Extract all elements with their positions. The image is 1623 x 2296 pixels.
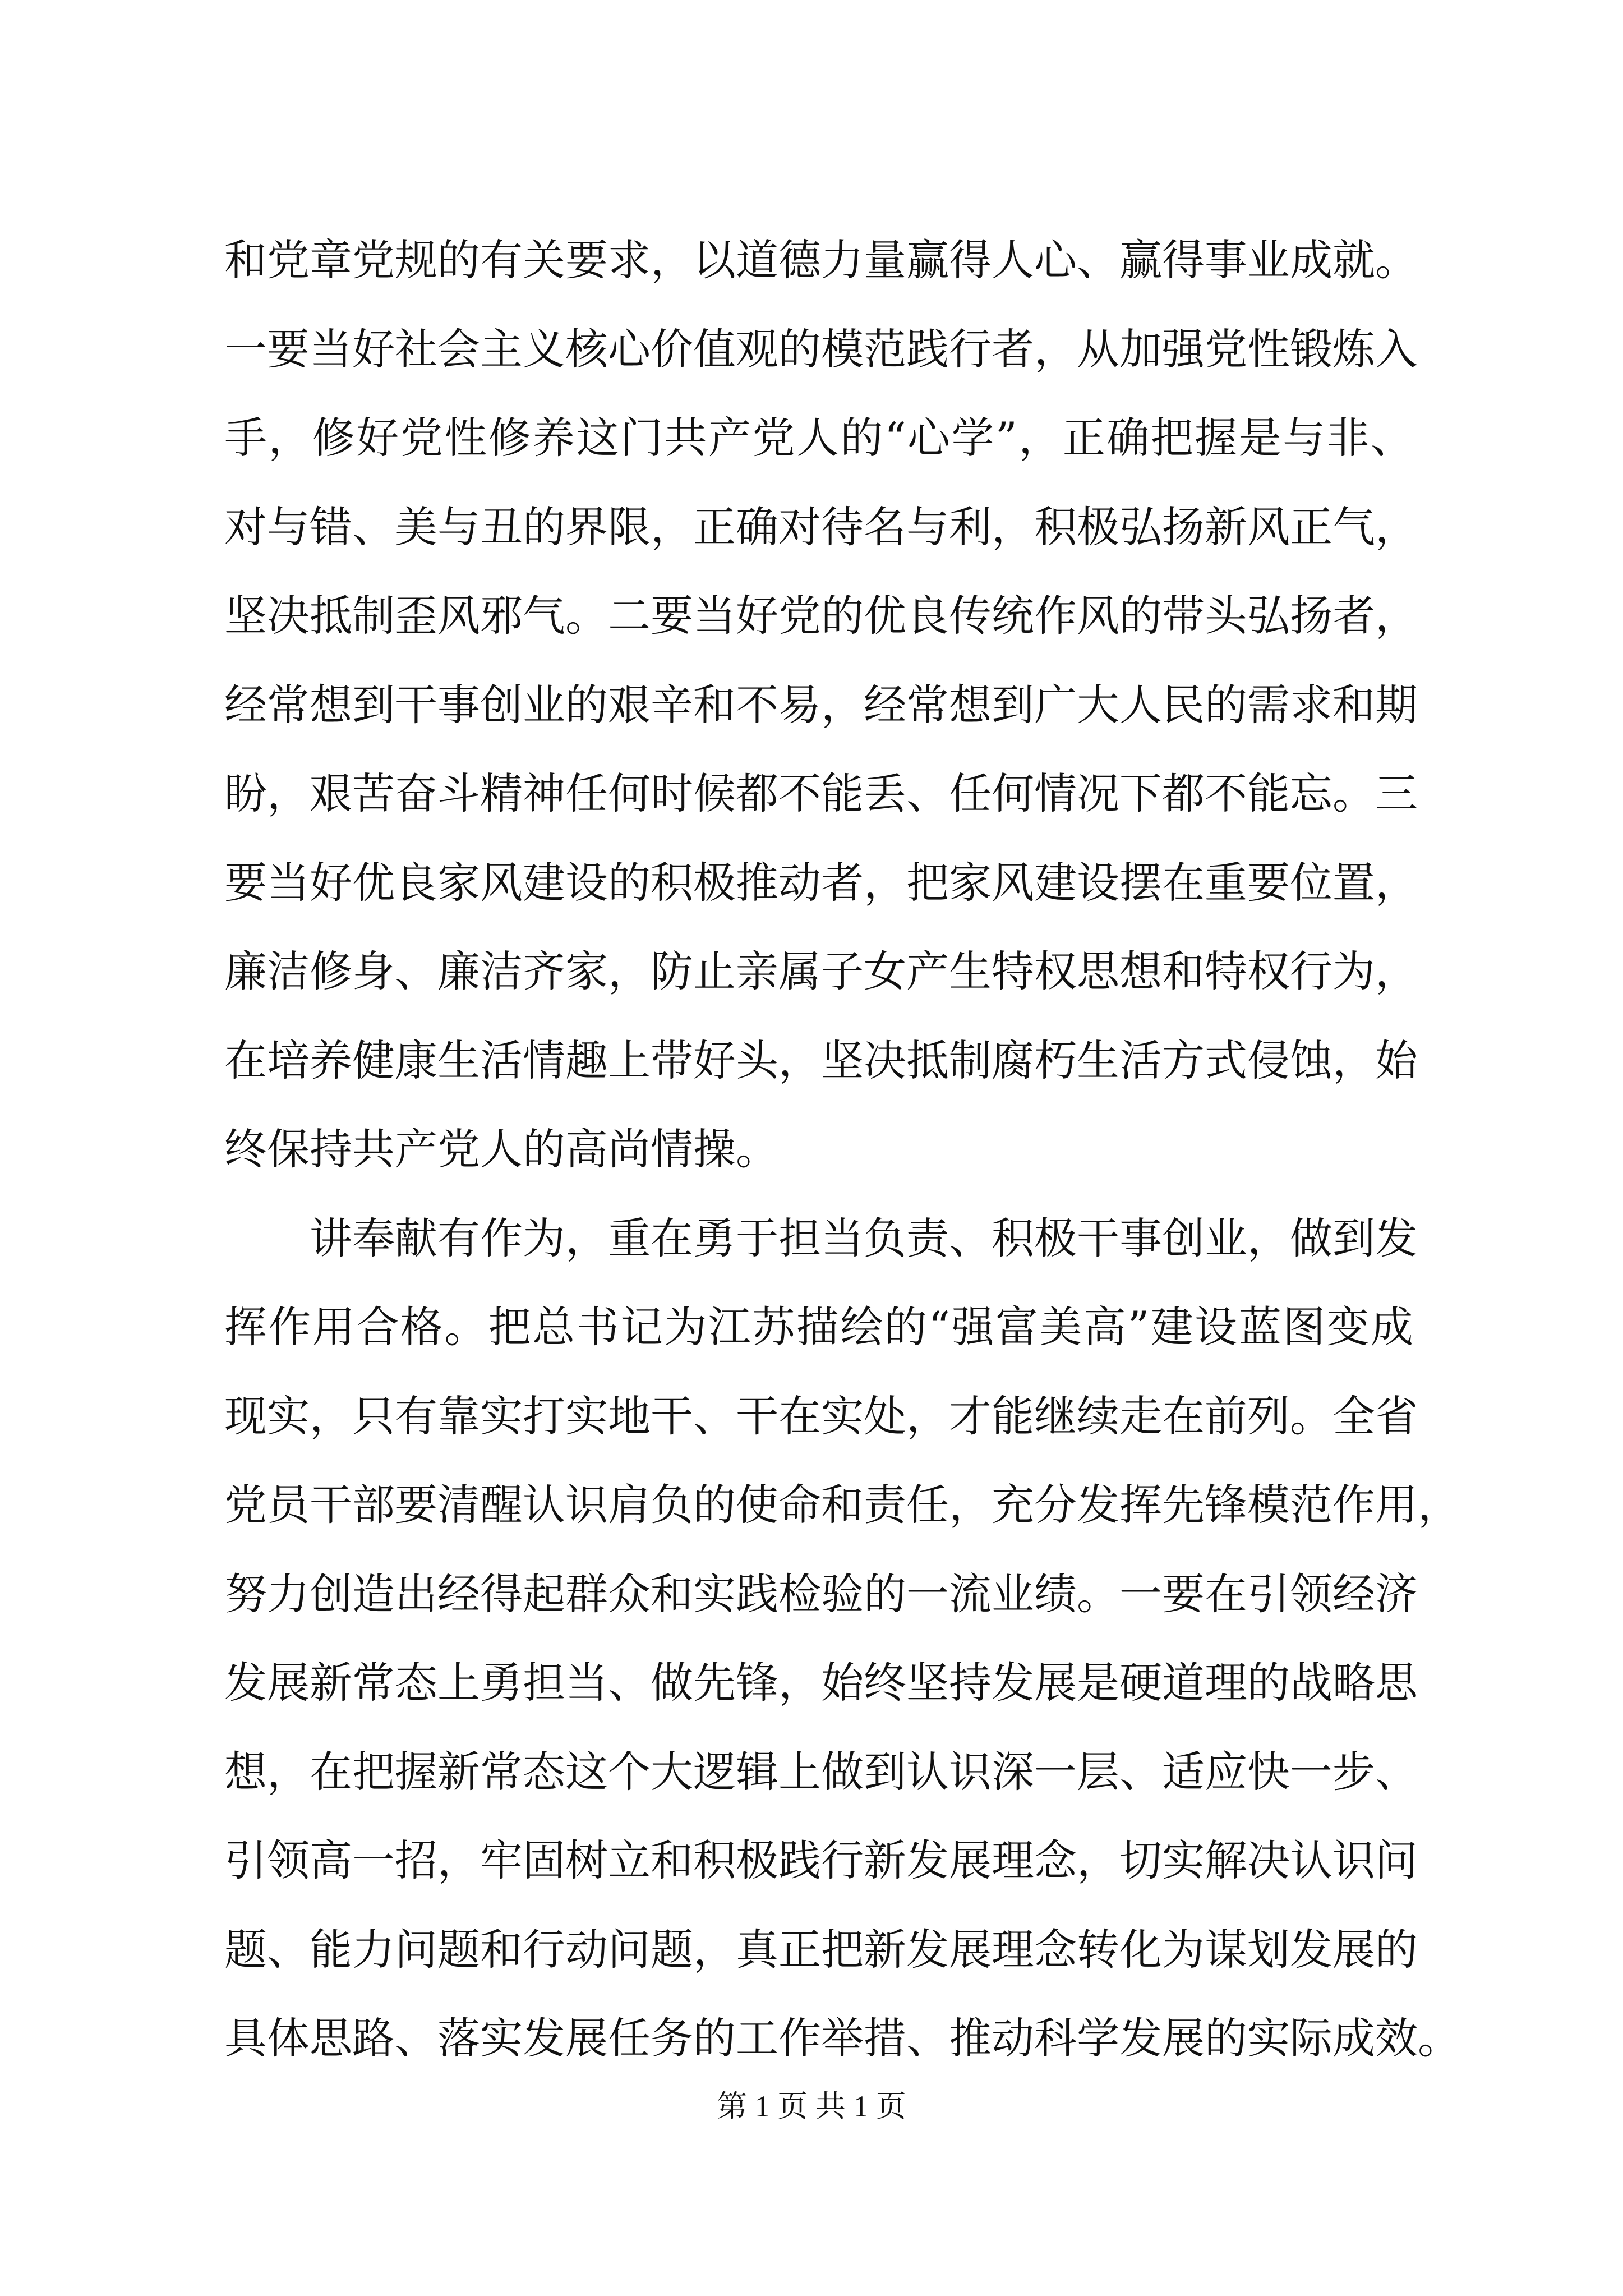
text-line: 一要当好社会主义核心价值观的模范践行者，从加强党性锻炼入	[224, 324, 1418, 374]
text-line: 要当好优良家风建设的积极推动者，把家风建设摆在重要位置，	[224, 857, 1418, 908]
text-line: 努力创造出经得起群众和实践检验的一流业绩。一要在引领经济	[224, 1568, 1418, 1619]
text-line: 盼，艰苦奋斗精神任何时候都不能丢、任何情况下都不能忘。三	[224, 769, 1418, 818]
text-line: 题、能力问题和行动问题，真正把新发展理念转化为谋划发展的	[224, 1924, 1418, 1975]
text-line: 坚决抵制歪风邪气。二要当好党的优良传统作风的带头弘扬者，	[224, 591, 1418, 641]
text-line: 对与错、美与丑的界限，正确对待名与利，积极弘扬新风正气，	[224, 501, 1418, 552]
text-line: 和党章党规的有关要求，以道德力量赢得人心、赢得事业成就。	[224, 235, 1418, 285]
text-line: 廉洁修身、廉洁齐家，防止亲属子女产生特权思想和特权行为，	[224, 946, 1418, 996]
page-footer: 第 1 页 共 1 页	[717, 2090, 906, 2123]
paragraph-2	[224, 1194, 1460, 2083]
text-line: 终保持共产党人的高尚情操。	[224, 1124, 778, 1174]
text-line: 经常想到干事创业的艰辛和不易，经常想到广大人民的需求和期	[224, 679, 1418, 730]
text-line: 党员干部要清醒认识肩负的使命和责任，充分发挥先锋模范作用，	[224, 1480, 1460, 1530]
paragraph-1	[224, 216, 1418, 1194]
text-line: 具体思路、落实发展任务的工作举措、推动科学发展的实际成效。	[224, 2013, 1460, 2063]
text-line: 想，在把握新常态这个大逻辑上做到认识深一层、适应快一步、	[224, 1746, 1418, 1797]
text-line: 在培养健康生活情趣上带好头，坚决抵制腐朽生活方式侵蚀，始	[224, 1035, 1418, 1085]
text-line: 讲奉献有作为，重在勇于担当负责、积极干事创业，做到发	[310, 1213, 1418, 1263]
document-body	[224, 216, 1460, 2083]
text-line: 引领高一招，牢固树立和积极践行新发展理念，切实解决认识问	[224, 1835, 1418, 1885]
text-line: 发展新常态上勇担当、做先锋，始终坚持发展是硬道理的战略思	[224, 1658, 1418, 1708]
text-line: 现实，只有靠实打实地干、干在实处，才能继续走在前列。全省	[224, 1391, 1418, 1441]
text-line: 手，修好党性修养这门共产党人的“心学”，正确把握是与非、	[224, 413, 1413, 463]
text-line: 挥作用合格。把总书记为江苏描绘的“强富美高”建设蓝图变成	[224, 1302, 1413, 1352]
